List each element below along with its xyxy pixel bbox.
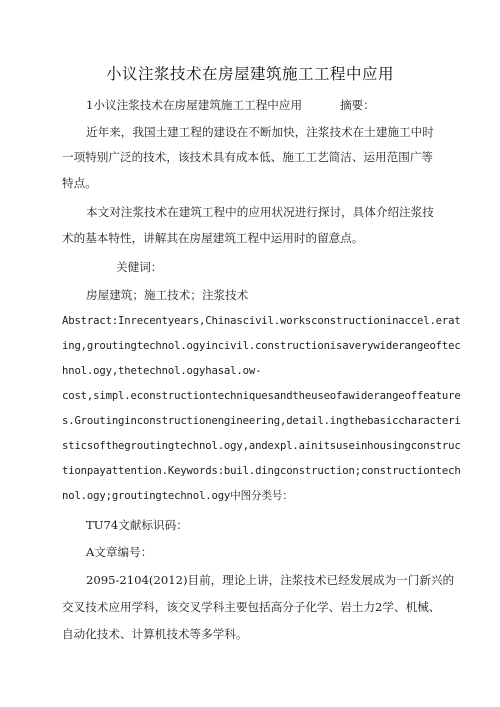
abstract-en-line-4: cost,simpl.econstructiontechniquesandtheuseofawiderangeoffeature — [62, 390, 461, 402]
abstract-cn-line-1: 近年来，我国土建工程的建设在不断加快，注浆技术在土建施工中时 — [86, 125, 434, 139]
header-line — [86, 98, 442, 112]
header-line-left: 1小议注浆技术在房屋建筑施工工程中应用 — [86, 98, 303, 112]
abstract-en-line-3: hnol.ogy,thetechnol.ogyhasal.ow- — [62, 365, 262, 377]
abstract-cn-line-2: 一项特别广泛的技术，该技术具有成本低、施工工艺简洁、运用范围广等 — [62, 150, 434, 164]
abstract-en-line-7: tionpayattention.Keywords:buil.dingconstruction;constructiontech — [62, 465, 461, 477]
intro-cn-line-1: 本文对注浆技术在建筑工程中的应用状况进行探讨，具体介绍注浆技 — [86, 205, 434, 219]
keywords-text: 房屋建筑；施工技术；注浆技术 — [86, 288, 249, 302]
abstract-en-line-5: s.Groutinginconstructionengineering,detail.ingthebasiccharacteri — [62, 415, 461, 427]
abstract-en-line-6: sticsofthegroutingtechnol.ogy,andexpl.ainitsuseinhousingconstruc — [62, 440, 461, 452]
intro-cn-line-2: 术的基本特性，讲解其在房屋建筑工程中运用时的留意点。 — [62, 231, 364, 245]
abstract-en-line-8: nol.ogy;groutingtechnol.ogy中图分类号： — [62, 490, 293, 502]
document-title: 小议注浆技术在房屋建筑施工工程中应用 — [105, 65, 394, 83]
header-line-right: 摘要： — [340, 98, 375, 112]
body-cn-line-2: 交叉技术应用学科，该交叉学科主要包括高分子化学、岩土力2学、机械、 — [62, 600, 441, 614]
body-cn-line-1: 2095-2104(2012)目前，理论上讲，注浆技术已经发展成为一门新兴的 — [86, 573, 455, 587]
abstract-en-line-1: Abstract:Inrecentyears,Chinascivil.worksconstructioninaccel.erat — [62, 315, 461, 327]
body-cn-line-3: 自动化技术、计算机技术等多学科。 — [62, 627, 248, 641]
keywords-label: 关健词： — [116, 260, 163, 274]
doc-code-line: TU74文献标识码： — [86, 518, 188, 532]
article-no-line: A文章编号： — [86, 545, 153, 559]
abstract-cn-line-3: 特点。 — [62, 176, 97, 190]
abstract-en-line-2: ing,groutingtechnol.ogyincivil.constructionisaverywiderangeoftec — [62, 340, 461, 352]
